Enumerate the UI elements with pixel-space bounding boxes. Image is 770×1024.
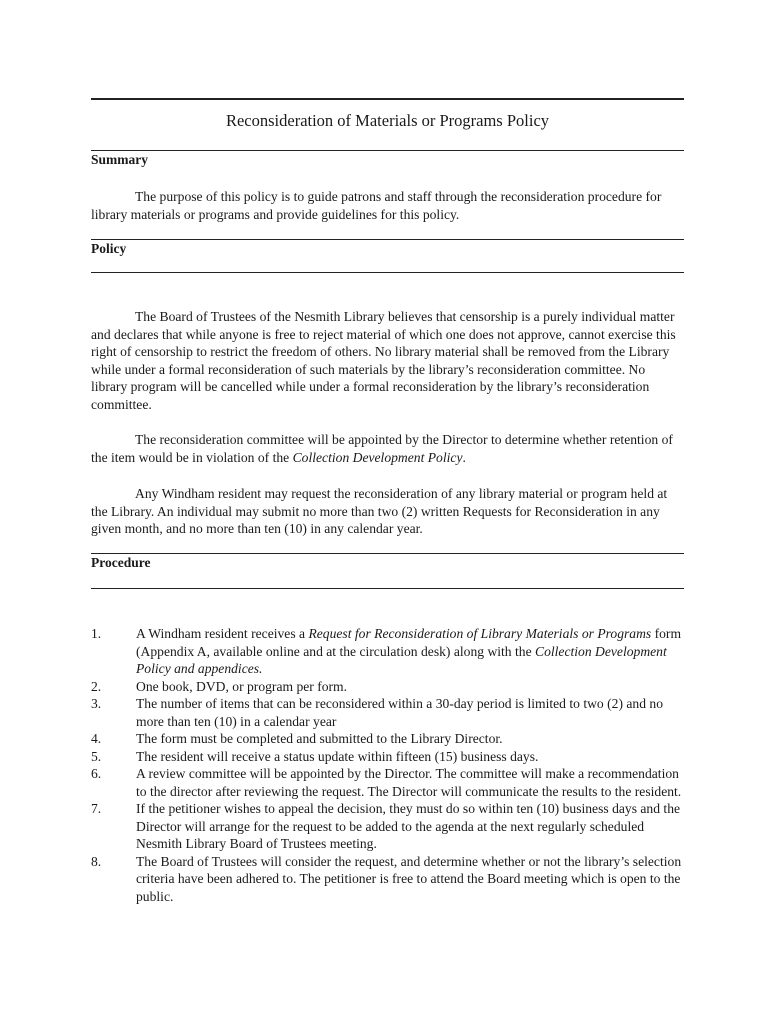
procedure-list <box>91 625 684 905</box>
summary-paragraph: The purpose of this policy is to guide patrons and staff through the reconsideration procedure for library materials or programs and provide guidelines for this policy. <box>91 189 662 222</box>
summary-rule <box>91 150 684 151</box>
procedure-rule-top <box>91 553 684 554</box>
summary-heading: Summary <box>91 152 148 167</box>
top-rule <box>91 98 684 100</box>
list-item: 5. The resident will receive a status update within fifteen (15) business days. <box>91 748 539 764</box>
list-item: 3. The number of items that can be reconsidered within a 30-day period is limited to two (2) and no more than ten (10) in a calendar year <box>91 696 663 729</box>
procedure-rule-bottom <box>91 588 684 589</box>
list-item: 2. One book, DVD, or program per form. <box>91 678 348 694</box>
policy-paragraph-3: Any Windham resident may request the reconsideration of any library material or program held at the Library. An individual may submit no more than two (2) written Requests for Reconsideration in any given month, and no more than ten (10) in any calendar year. <box>91 486 668 536</box>
policy-heading: Policy <box>91 241 127 256</box>
list-item: 8. The Board of Trustees will consider the request, and determine whether or not the library’s selection criteria have been adhered to. The petitioner is free to attend the Board meeting which is open to the public. <box>91 853 682 904</box>
list-item: 4. The form must be completed and submitted to the Library Director. <box>91 731 503 746</box>
list-item: 6. A review committee will be appointed by the Director. The committee will make a recommendation to the director after reviewing the request. The Director will communicate the results to the resident. <box>91 766 682 799</box>
policy-rule-bottom <box>91 272 684 273</box>
collection-policy-italic: Collection Development Policy <box>292 449 463 465</box>
list-item: 7. If the petitioner wishes to appeal the decision, they must do so within ten (10) business days and the Director will arrange for the request to be added to the agenda at the next regularly scheduled Nesmith Library Board of Trustees meeting. <box>91 801 681 851</box>
policy-rule-top <box>91 239 684 240</box>
procedure-heading: Procedure <box>91 555 151 570</box>
policy-paragraph-2: The reconsideration committee will be appointed by the Director to determine whether retention of the item would be in violation of the Collection Development Policy. <box>91 432 673 465</box>
policy-paragraph-1: The Board of Trustees of the Nesmith Library believes that censorship is a purely individual matter and declares that while anyone is free to reject material of which one does not approve, cannot exercise this right of censorship to restrict the freedom of others. No library material shall be removed from the Library while under a formal reconsideration of such materials by the library’s reconsideration committee. No library program will be cancelled while under a formal reconsideration by the library’s reconsideration committee. <box>91 309 676 412</box>
page-title: Reconsideration of Materials or Programs Policy <box>225 111 550 130</box>
list-item: 1. A Windham resident receives a Request for Reconsideration of Library Materials or Programs form (Appendix A, available online and at the circulation desk) along with the Collection Development Policy and appendices. <box>91 626 682 676</box>
